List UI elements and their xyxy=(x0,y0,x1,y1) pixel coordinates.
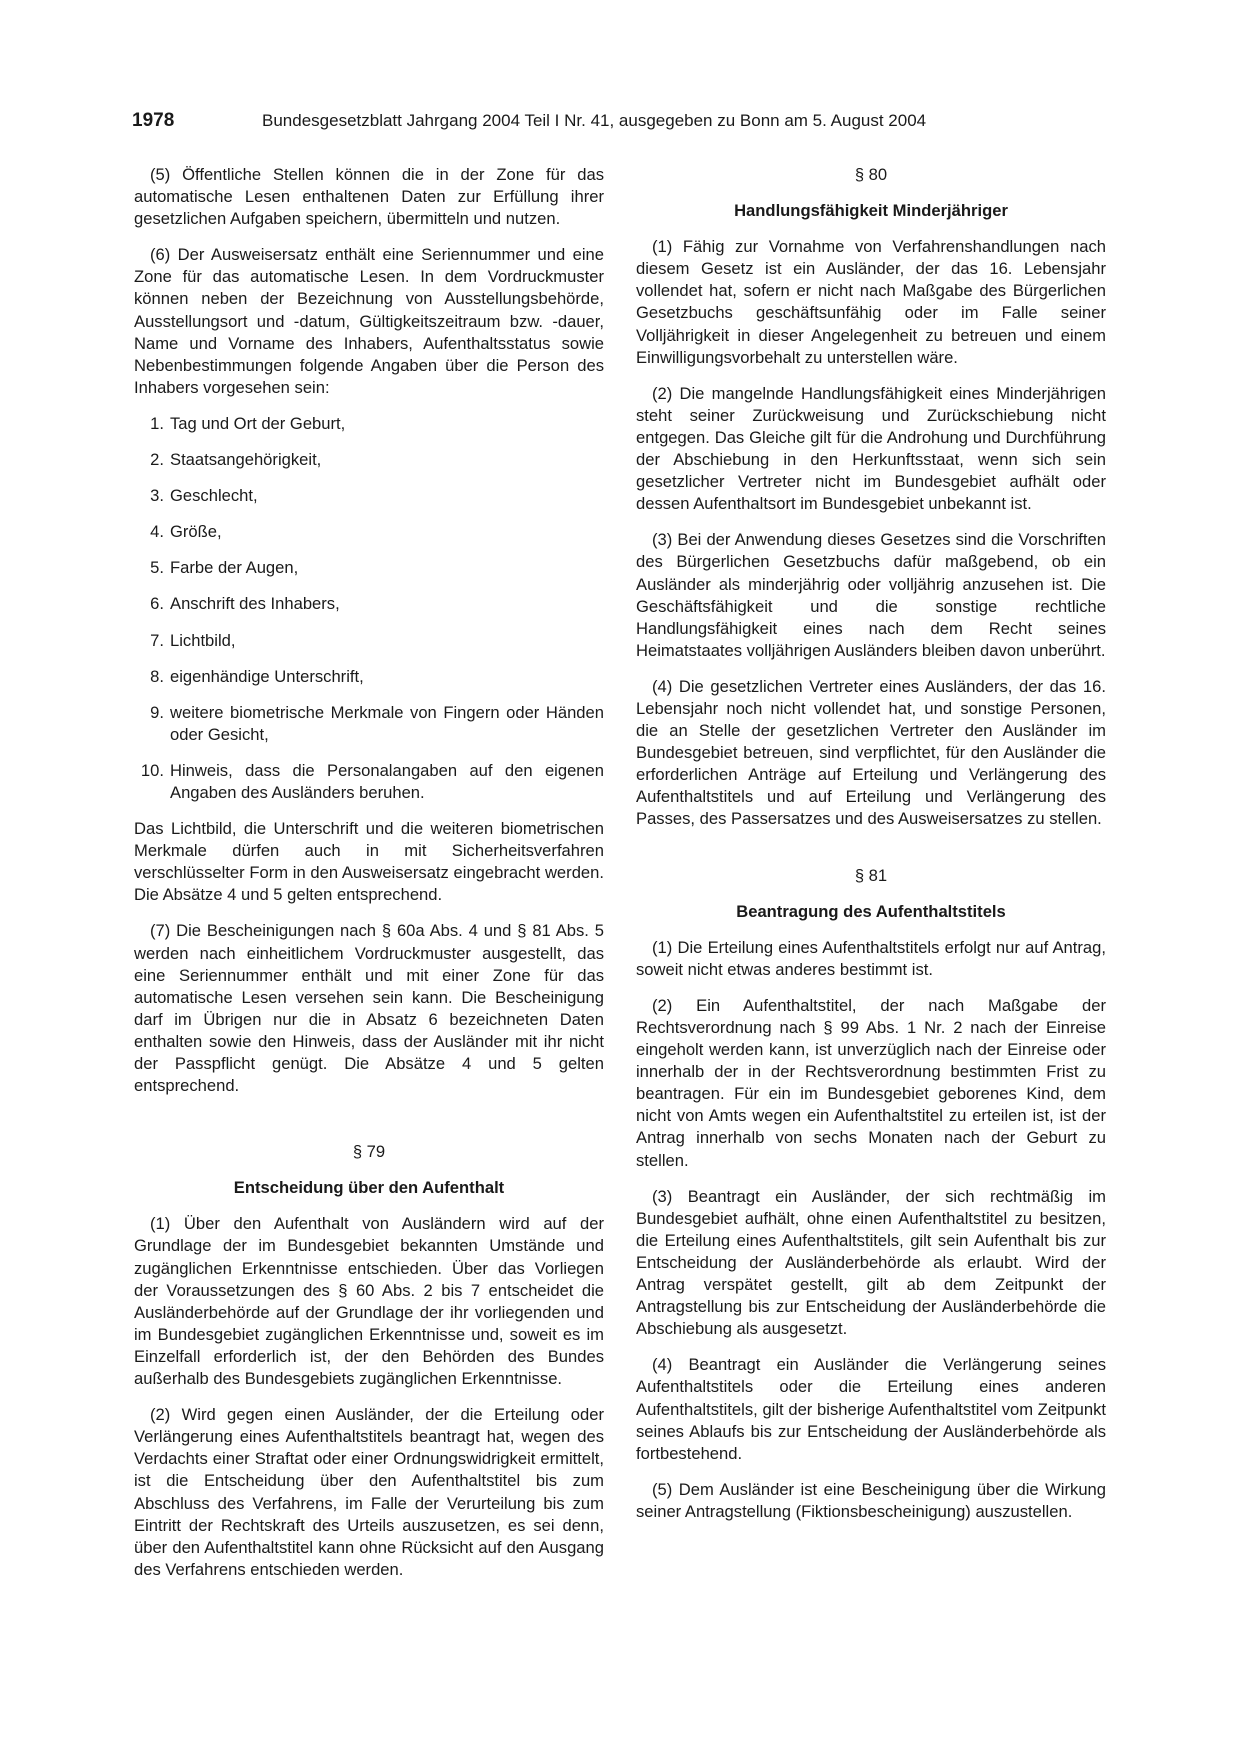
list-number: 2. xyxy=(150,450,164,470)
paragraph-80-2: (2) Die mangelnde Handlungsfähigkeit eines Minderjährigen steht seiner Zurückweisung und Zurückschiebung nicht entgegen. Das Gleiche gilt für die Androhung und Durchführung der Abschiebung in den Herkunftsstaat, wenn sich sein gesetzlicher Vertreter nicht im Bundesgebiet aufhält oder dessen Aufenthaltsort im Bundesgebiet unbekannt ist. xyxy=(636,383,1106,514)
list-text: Hinweis, dass die Personalangaben auf den eigenen Angaben des Ausländers beruhen. xyxy=(170,760,604,802)
paragraph-78-5: (5) Öffentliche Stellen können die in der Zone für das automatische Lesen enthaltenen Daten zur Erfüllung ihrer gesetzlichen Aufgaben speichern, übermitteln und nutzen. xyxy=(134,165,604,229)
list-number: 8. xyxy=(150,666,164,686)
header-title: Bundesgesetzblatt Jahrgang 2004 Teil I Nr. 41, ausgegeben zu Bonn am 5. August 2004 xyxy=(262,111,927,130)
section-title-80: Handlungsfähigkeit Minderjähriger xyxy=(734,201,1008,221)
list-item xyxy=(134,557,604,579)
enumeration-list xyxy=(134,413,604,804)
paragraph-80-3: (3) Bei der Anwendung dieses Gesetzes sind die Vorschriften des Bürgerlichen Gesetzbuchs dafür maßgebend, ob ein Ausländer als minderjährig oder volljährig anzusehen ist. Die Geschäftsfähigkeit und die sonstige rechtliche Handlungsfähigkeit eines nach dem Recht seines Heimatstaates volljährigen Ausländers bleiben davon unberührt. xyxy=(636,530,1106,660)
list-number: 5. xyxy=(150,558,164,578)
paragraph-78-6: (6) Der Ausweisersatz enthält eine Seriennummer und eine Zone für das automatische Lesen. In dem Vordruckmuster können neben der Bezeichnung von Ausstellungsbehörde, Ausstellungsort und -datum, Gültigkeitszeitraum bzw. -dauer, Name und Vorname des Inhabers, Aufenthaltsstatus sowie Nebenbestimmungen folgende Angaben über die Person des Inhabers vorgesehen sein: xyxy=(134,245,604,397)
paragraph-79-1: (1) Über den Aufenthalt von Ausländern wird auf der Grundlage der im Bundesgebiet bekannten Umstände und zugänglichen Erkenntnisse entschieden. Über das Vorliegen der Voraussetzungen des § 60 Abs. 2 bis 7 entscheidet die Ausländerbehörde auf der Grundlage der ihr vorliegenden und im Bundesgebiet zugänglichen Erkenntnisse und, soweit es im Einzelfall erforderlich ist, der den Behörden des Bundes außerhalb des Bundesgebiets zugänglichen Erkenntnisse. xyxy=(134,1214,604,1389)
paragraph-81-2: (2) Ein Aufenthaltstitel, der nach Maßgabe der Rechtsverordnung nach § 99 Abs. 1 Nr. 2 nach der Einreise eingeholt werden kann, ist unverzüglich nach der Einreise oder innerhalb der in der Rechtsverordnung bestimmten Frist zu beantragen. Für ein im Bundesgebiet geborenes Kind, dem nicht von Amts wegen ein Aufenthaltstitel zu erteilen ist, ist der Antrag innerhalb von sechs Monaten nach der Geburt zu stellen. xyxy=(636,995,1106,1170)
list-text: Lichtbild, xyxy=(170,630,236,650)
paragraph-81-3: (3) Beantragt ein Ausländer, der sich rechtmäßig im Bundesgebiet aufhält, ohne einen Aufenthaltstitel zu besitzen, die Erteilung eines Aufenthaltstitels, gilt sein Aufenthalt bis zur Entscheidung der Ausländerbehörde als erlaubt. Wird der Antrag verspätet gestellt, gilt ab dem Zeitpunkt der Antragstellung bis zur Entscheidung der Ausländerbehörde die Abschiebung als ausgesetzt. xyxy=(636,1186,1106,1339)
list-text: eigenhändige Unterschrift, xyxy=(170,666,364,686)
section-number-80: § 80 xyxy=(854,165,888,184)
list-text: Farbe der Augen, xyxy=(170,558,299,578)
list-number: 7. xyxy=(150,630,164,650)
list-item xyxy=(134,413,604,435)
list-text: weitere biometrische Merkmale von Fingern oder Händen oder Gesicht, xyxy=(170,702,604,744)
paragraph-80-1: (1) Fähig zur Vornahme von Verfahrenshandlungen nach diesem Gesetz ist ein Ausländer, der das 16. Lebensjahr vollendet hat, sofern er nicht nach Maßgabe des Bürgerlichen Gesetzbuchs geschäftsunfähig oder im Falle seiner Volljährigkeit in dieser Angelegenheit zu betreuen und einem Einwilligungsvorbehalt zu unterstellen wäre. xyxy=(636,237,1106,367)
list-item xyxy=(134,630,604,652)
list-number: 4. xyxy=(150,522,164,542)
list-text: Größe, xyxy=(170,522,222,542)
paragraph-81-4: (4) Beantragt ein Ausländer die Verlängerung seines Aufenthaltstitels oder die Erteilung eines anderen Aufenthaltstitels, gilt der bisherige Aufenthaltstitel vom Zeitpunkt seines Ablaufs bis zur Entscheidung der Ausländerbehörde als fortbestehend. xyxy=(636,1355,1106,1463)
section-number-81: § 81 xyxy=(854,865,888,885)
list-item xyxy=(134,593,604,615)
list-text: Tag und Ort der Geburt, xyxy=(170,413,346,433)
paragraph-78-6-tail: Das Lichtbild, die Unterschrift und die weiteren biometrischen Merkmale dürfen auch in mit Sicherheitsverfahren verschlüsselter Form in den Ausweisersatz eingebracht werden. Die Absätze 4 und 5 gelten entsprechend. xyxy=(134,819,604,905)
list-text: Geschlecht, xyxy=(170,486,258,506)
list-item xyxy=(134,702,604,746)
paragraph-78-7: (7) Die Bescheinigungen nach § 60a Abs. 4 und § 81 Abs. 5 werden nach einheitlichem Vordruckmuster ausgestellt, das eine Seriennummer enthält und mit einer Zone für das automatische Lesen versehen sein kann. Die Bescheinigung darf im Übrigen nur die in Absatz 6 bezeichneten Daten enthalten sowie den Hinweis, dass der Ausländer mit ihr nicht der Passpflicht genügt. Die Absätze 4 und 5 gelten entsprechend. xyxy=(134,921,604,1096)
section-number-79: § 79 xyxy=(352,1142,386,1162)
list-item xyxy=(134,760,604,804)
page-number: 1978 xyxy=(132,110,175,131)
list-number: 3. xyxy=(150,486,164,506)
list-item xyxy=(134,485,604,507)
list-number: 1. xyxy=(150,413,164,433)
list-item xyxy=(134,666,604,688)
paragraph-81-5: (5) Dem Ausländer ist eine Bescheinigung über die Wirkung seiner Antragstellung (Fiktionsbescheinigung) auszustellen. xyxy=(636,1479,1106,1521)
page-header xyxy=(132,110,1112,140)
paragraph-79-2: (2) Wird gegen einen Ausländer, der die Erteilung oder Verlängerung eines Aufenthaltstitels beantragt hat, wegen des Verdachts einer Straftat oder einer Ordnungswidrigkeit ermittelt, ist die Entscheidung über den Aufenthaltstitel bis zum Abschluss des Verfahrens, im Falle der Verurteilung bis zum Eintritt der Rechtskraft des Urteils auszusetzen, es sei denn, über den Aufenthaltstitel kann ohne Rücksicht auf den Ausgang des Verfahrens entschieden werden. xyxy=(134,1405,604,1579)
section-title-79: Entscheidung über den Aufenthalt xyxy=(233,1178,505,1198)
section-title-81: Beantragung des Aufenthaltstitels xyxy=(736,901,1006,921)
list-number: 10. xyxy=(140,760,164,780)
list-number: 9. xyxy=(150,702,164,722)
paragraph-81-1: (1) Die Erteilung eines Aufenthaltstitels erfolgt nur auf Antrag, soweit nicht etwas anderes bestimmt ist. xyxy=(636,937,1106,979)
right-column xyxy=(636,164,1106,1537)
left-column xyxy=(134,164,604,1595)
list-item xyxy=(134,449,604,471)
list-text: Staatsangehörigkeit, xyxy=(170,450,322,470)
list-number: 6. xyxy=(150,594,164,614)
list-text: Anschrift des Inhabers, xyxy=(170,594,340,614)
paragraph-80-4: (4) Die gesetzlichen Vertreter eines Ausländers, der das 16. Lebensjahr noch nicht vollendet hat, und sonstige Personen, die an Stelle der gesetzlichen Vertreter den Ausländer im Bundesgebiet betreuen, sind verpflichtet, für den Ausländer die erforderlichen Anträge auf Erteilung und Verlängerung des Aufenthaltstitels und auf Erteilung und Verlängerung des Passes, des Passersatzes und des Ausweisersatzes zu stellen. xyxy=(636,676,1106,829)
list-item xyxy=(134,521,604,543)
